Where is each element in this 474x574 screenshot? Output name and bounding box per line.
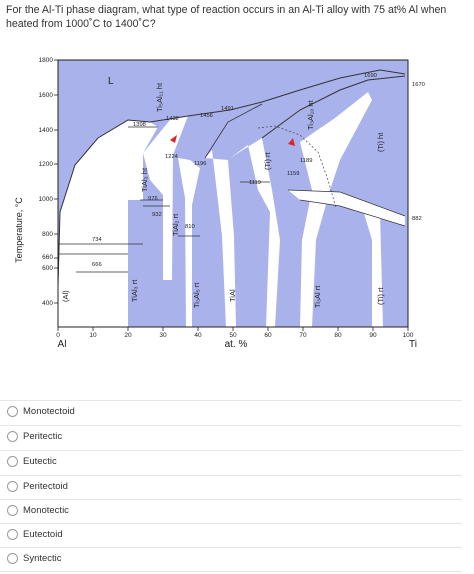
temp-label-1196: 1196 (194, 161, 207, 167)
option-eutectic[interactable] (0, 451, 462, 471)
radio-circle-icon[interactable] (7, 505, 18, 516)
option-peritectoid[interactable] (0, 476, 462, 496)
x-tick-label: 80 (334, 332, 342, 339)
temp-label-1224: 1224 (165, 154, 178, 160)
phase-label-tial3-ht: TiAl₃ ht (140, 167, 149, 192)
phase-label-ti-rt-mid: (Ti) rt (263, 152, 272, 170)
y-tick-label: 1200 (38, 161, 53, 168)
temp-label-1690: 1690 (364, 73, 377, 79)
option-monotectic[interactable] (0, 500, 462, 520)
temp-label-1456: 1456 (200, 113, 213, 119)
radio-circle-icon[interactable] (7, 406, 18, 417)
temp-label-1189: 1189 (300, 158, 313, 164)
radio-circle-icon[interactable] (7, 529, 18, 540)
al-ti-phase-diagram (0, 40, 474, 350)
x-tick-label: 10 (89, 332, 97, 339)
phase-label-tial3-rt: TiAl₃ rt (130, 279, 139, 302)
x-tick-label: 90 (369, 332, 377, 339)
temp-label-882: 882 (412, 216, 422, 222)
x-tick-label: 40 (194, 332, 202, 339)
y-tick-label: 600 (42, 265, 53, 272)
temp-label-666: 666 (92, 262, 102, 268)
option-label: Syntectic (23, 552, 62, 564)
option-eutectoid[interactable] (0, 524, 462, 544)
option-monotectoid[interactable] (0, 401, 462, 421)
temp-label-1432: 1432 (166, 116, 179, 122)
y-tick-label: 400 (42, 300, 53, 307)
option-label: Peritectoid (23, 480, 68, 492)
x-tick-label: 30 (159, 332, 167, 339)
radio-circle-icon[interactable] (7, 456, 18, 467)
phase-label-ti3al10-ht: Ti₃Al₁₀ ht (306, 100, 315, 130)
x-axis-label: at. % (224, 339, 248, 350)
option-label: Eutectic (23, 455, 57, 467)
temp-label-734: 734 (92, 237, 102, 243)
right-element-label: Ti (409, 339, 417, 350)
temp-label-810: 810 (185, 224, 195, 230)
y-axis-ticks (54, 60, 58, 303)
x-tick-label: 60 (264, 332, 272, 339)
temp-label-932: 932 (152, 212, 162, 218)
phase-label-liquid: L (108, 76, 114, 87)
y-tick-label: 1400 (38, 127, 53, 134)
option-label: Peritectic (23, 430, 63, 442)
temp-label-976: 976 (148, 196, 158, 202)
left-element-label: Al (57, 339, 67, 350)
option-label: Eutectoid (23, 528, 63, 540)
temp-label-1670: 1670 (412, 82, 425, 88)
phase-label-ti3al5-rt: Ti₃Al₅ rt (192, 282, 201, 308)
divider (0, 571, 462, 572)
phase-label-al: (Al) (61, 290, 70, 302)
phase-label-ti3al-rt: Ti₃Al rt (313, 285, 322, 308)
phase-label-ti5al11-ht: Ti₅Al₁₁ ht (155, 82, 164, 112)
radio-circle-icon[interactable] (7, 553, 18, 564)
radio-circle-icon[interactable] (7, 431, 18, 442)
option-syntectic[interactable] (0, 548, 462, 568)
y-tick-label: 1800 (38, 57, 53, 64)
y-tick-label: 660 (42, 254, 53, 261)
option-peritectic[interactable] (0, 426, 462, 446)
x-tick-label: 70 (299, 332, 307, 339)
x-axis-ticks (58, 327, 408, 331)
phase-label-ti-ht: (Ti) ht (376, 132, 385, 152)
option-label: Monotectoid (23, 405, 75, 417)
temp-label-1159: 1159 (287, 171, 300, 177)
x-tick-label: 20 (124, 332, 132, 339)
x-tick-label: 0 (56, 332, 60, 339)
y-tick-label: 800 (42, 231, 53, 238)
radio-circle-icon[interactable] (7, 481, 18, 492)
temp-label-1491: 1491 (221, 106, 234, 112)
phase-label-tial2-rt: TiAl₂ rt (171, 213, 180, 236)
x-tick-label: 50 (229, 332, 237, 339)
phase-label-tial: TiAl (228, 289, 237, 302)
x-tick-label: 100 (402, 332, 414, 339)
y-tick-label: 1000 (38, 196, 53, 203)
question-text: For the Al-Ti phase diagram, what type of reaction occurs in an Al-Ti alloy with 75 at% Al when heated from 1000˚C to 1400˚C? (6, 4, 447, 30)
y-tick-label: 1600 (38, 92, 53, 99)
temp-label-1398: 1398 (133, 122, 146, 128)
y-axis-label: Temperature, °C (14, 197, 24, 263)
phase-label-ti-rt: (Ti) rt (376, 287, 385, 305)
option-label: Monotectic (23, 504, 69, 516)
temp-label-1119: 1119 (249, 180, 262, 186)
